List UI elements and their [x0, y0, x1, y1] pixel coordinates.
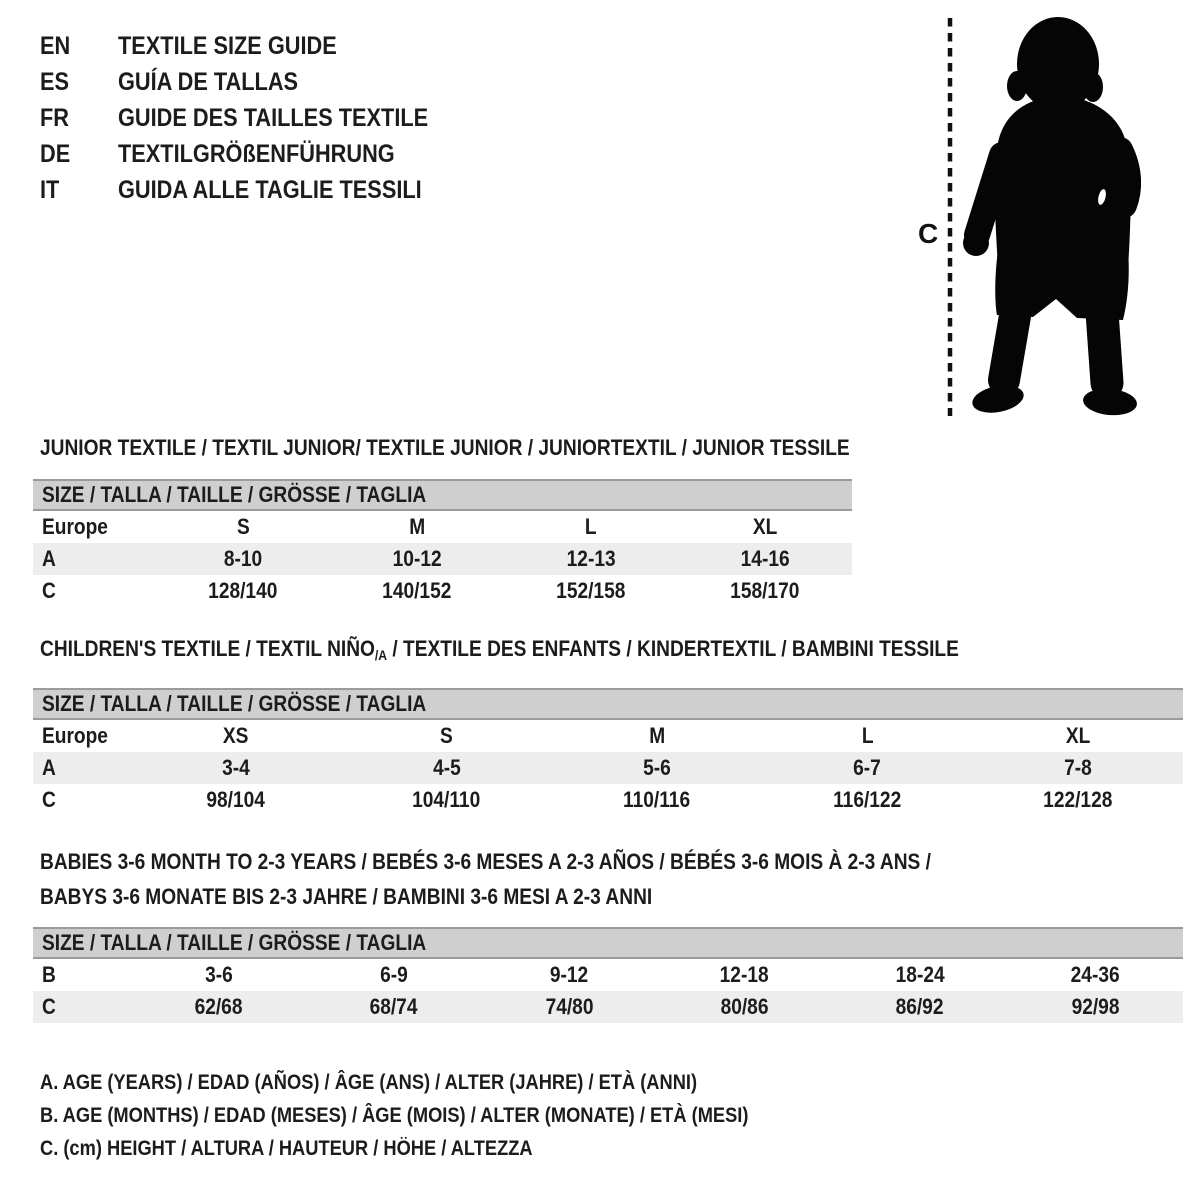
row-label-text: A	[42, 755, 56, 780]
size-header-label: SIZE / TALLA / TAILLE / GRÖSSE / TAGLIA	[42, 482, 427, 507]
children-row-europe	[33, 720, 1183, 752]
children-title-subscript: /A	[374, 647, 388, 663]
table-cell	[482, 962, 657, 988]
cell-value: XL	[1065, 723, 1090, 748]
cell-value: 6-7	[853, 755, 882, 780]
table-cell	[762, 723, 972, 749]
table-cell	[306, 962, 481, 988]
children-size-table	[33, 688, 1183, 816]
row-label	[33, 578, 156, 604]
cell-value: L	[861, 723, 874, 748]
children-row-height	[33, 784, 1183, 816]
footnote-c-text: C. (cm) HEIGHT / ALTURA / HAUTEUR / HÖHE / ALTEZZA	[40, 1137, 533, 1160]
size-header-label: SIZE / TALLA / TAILLE / GRÖSSE / TAGLIA	[42, 691, 427, 716]
children-size-header-bar	[33, 688, 1183, 720]
table-cell	[657, 962, 832, 988]
row-label-text: C	[42, 787, 56, 812]
table-cell	[330, 546, 504, 572]
toddler-silhouette-figure	[880, 0, 1200, 430]
cell-value: 12-18	[720, 962, 770, 987]
lang-line-de	[40, 136, 475, 172]
footnote-a-text: A. AGE (YEARS) / EDAD (AÑOS) / ÂGE (ANS) / ALTER (JAHRE) / ETÀ (ANNI)	[40, 1071, 698, 1094]
table-cell	[552, 787, 762, 813]
cell-value: S	[236, 514, 250, 539]
footnote-b-text: B. AGE (MONTHS) / EDAD (MESES) / ÂGE (MOIS) / ALTER (MONATE) / ETÀ (MESI)	[40, 1104, 749, 1127]
cell-value: 68/74	[369, 994, 418, 1019]
lang-title-it: GUIDA ALLE TAGLIE TESSILI	[118, 175, 422, 204]
toddler-silhouette	[963, 17, 1138, 417]
cell-value: M	[408, 514, 425, 539]
junior-size-table	[33, 479, 852, 607]
cell-value: 122/128	[1043, 787, 1113, 812]
table-cell	[131, 755, 341, 781]
table-cell	[1008, 962, 1183, 988]
cell-value: 6-9	[379, 962, 408, 987]
row-label	[33, 962, 131, 988]
table-cell	[973, 755, 1183, 781]
lang-title-es: GUÍA DE TALLAS	[118, 67, 299, 96]
babies-section-title	[40, 844, 1064, 914]
cell-value: M	[648, 723, 665, 748]
cell-value: 4-5	[432, 755, 461, 780]
lang-line-en	[40, 28, 475, 64]
junior-row-age	[33, 543, 852, 575]
table-cell	[504, 578, 678, 604]
babies-row-months	[33, 959, 1183, 991]
table-cell	[330, 514, 504, 540]
lang-code-it: IT	[40, 175, 60, 204]
table-cell	[973, 723, 1183, 749]
cell-value: XL	[752, 514, 778, 539]
cell-value: 104/110	[412, 787, 481, 812]
table-cell	[131, 787, 341, 813]
table-cell	[678, 546, 852, 572]
cell-value: 62/68	[194, 994, 243, 1019]
lang-line-es	[40, 64, 475, 100]
cell-value: 98/104	[206, 787, 266, 812]
table-cell	[341, 787, 551, 813]
table-cell	[131, 962, 306, 988]
babies-size-table	[33, 927, 1183, 1023]
language-title-block	[40, 28, 475, 208]
row-label	[33, 755, 131, 781]
lang-title-fr: GUIDE DES TAILLES TEXTILE	[118, 103, 429, 132]
lang-code-en: EN	[40, 31, 71, 60]
table-cell	[156, 514, 330, 540]
table-cell	[552, 755, 762, 781]
row-label	[33, 994, 131, 1020]
table-cell	[341, 755, 551, 781]
row-label	[33, 787, 131, 813]
babies-section-title-line1: BABIES 3-6 MONTH TO 2-3 YEARS / BEBÉS 3-6 MESES A 2-3 AÑOS / BÉBÉS 3-6 MOIS À 2-3 ANS /	[40, 849, 931, 874]
cell-value: S	[440, 723, 453, 748]
table-cell	[973, 787, 1183, 813]
table-cell	[131, 723, 341, 749]
babies-size-header-bar	[33, 927, 1183, 959]
footnote-b	[40, 1099, 854, 1132]
table-cell	[482, 994, 657, 1020]
cell-value: 158/170	[730, 578, 800, 603]
cell-value: 140/152	[382, 578, 452, 603]
cell-value: 92/98	[1071, 994, 1120, 1019]
cell-value: 10-12	[392, 546, 442, 571]
cell-value: 74/80	[545, 994, 594, 1019]
table-cell	[306, 994, 481, 1020]
babies-section-title-line2: BABYS 3-6 MONATE BIS 2-3 JAHRE / BAMBINI 3-6 MESI A 2-3 ANNI	[40, 884, 653, 909]
children-row-age	[33, 752, 1183, 784]
row-label-text: C	[42, 578, 56, 603]
row-label-text: Europe	[42, 514, 108, 539]
lang-code-de: DE	[40, 139, 71, 168]
junior-row-europe	[33, 511, 852, 543]
cell-value: 7-8	[1063, 755, 1092, 780]
table-cell	[1008, 994, 1183, 1020]
cell-value: L	[585, 514, 597, 539]
table-cell	[156, 578, 330, 604]
children-title-prefix: CHILDREN'S TEXTILE / TEXTIL NIÑO	[40, 636, 375, 661]
row-label-text: C	[42, 994, 56, 1019]
lang-code-es: ES	[40, 67, 70, 96]
cell-value: 12-13	[566, 546, 616, 571]
cell-value: 86/92	[895, 994, 944, 1019]
cell-value: 110/116	[623, 787, 691, 812]
junior-size-header-bar	[33, 479, 852, 511]
row-label	[33, 723, 131, 749]
cell-value: 14-16	[740, 546, 790, 571]
cell-value: 152/158	[556, 578, 626, 603]
table-cell	[762, 755, 972, 781]
table-cell	[657, 994, 832, 1020]
height-measure-label: C	[918, 218, 939, 249]
table-cell	[678, 578, 852, 604]
children-section-title-text	[40, 637, 959, 667]
lang-title-en: TEXTILE SIZE GUIDE	[118, 31, 337, 60]
babies-row-height	[33, 991, 1183, 1023]
children-section-title	[40, 637, 1096, 667]
cell-value: 5-6	[643, 755, 671, 780]
children-title-suffix: / TEXTILE DES ENFANTS / KINDERTEXTIL / BAMBINI TESSILE	[387, 636, 959, 661]
size-header-label: SIZE / TALLA / TAILLE / GRÖSSE / TAGLIA	[42, 930, 427, 955]
table-cell	[832, 994, 1007, 1020]
cell-value: 18-24	[895, 962, 945, 987]
table-cell	[552, 723, 762, 749]
table-cell	[156, 546, 330, 572]
junior-section-title	[40, 436, 971, 460]
row-label-text: B	[42, 962, 56, 987]
row-label-text: Europe	[42, 723, 108, 748]
footnote-c	[40, 1132, 854, 1165]
cell-value: 24-36	[1070, 962, 1120, 987]
table-cell	[504, 514, 678, 540]
lang-line-fr	[40, 100, 475, 136]
cell-value: 80/86	[720, 994, 769, 1019]
cell-value: XS	[223, 723, 249, 748]
table-cell	[762, 787, 972, 813]
lang-line-it	[40, 172, 475, 208]
junior-row-height	[33, 575, 852, 607]
table-cell	[341, 723, 551, 749]
table-cell	[131, 994, 306, 1020]
row-label	[33, 546, 156, 572]
cell-value: 9-12	[550, 962, 589, 987]
lang-code-fr: FR	[40, 103, 69, 132]
cell-value: 8-10	[223, 546, 263, 571]
cell-value: 3-6	[204, 962, 233, 987]
cell-value: 116/122	[833, 787, 902, 812]
legend-footnotes	[40, 1066, 854, 1165]
junior-section-title-text: JUNIOR TEXTILE / TEXTIL JUNIOR/ TEXTILE JUNIOR / JUNIORTEXTIL / JUNIOR TESSILE	[40, 435, 850, 460]
row-label-text: A	[42, 546, 56, 571]
cell-value: 128/140	[208, 578, 278, 603]
table-cell	[504, 546, 678, 572]
lang-title-de: TEXTILGRÖßENFÜHRUNG	[118, 139, 395, 168]
cell-value: 3-4	[222, 755, 250, 780]
footnote-a	[40, 1066, 854, 1099]
table-cell	[832, 962, 1007, 988]
table-cell	[330, 578, 504, 604]
row-label	[33, 514, 156, 540]
table-cell	[678, 514, 852, 540]
